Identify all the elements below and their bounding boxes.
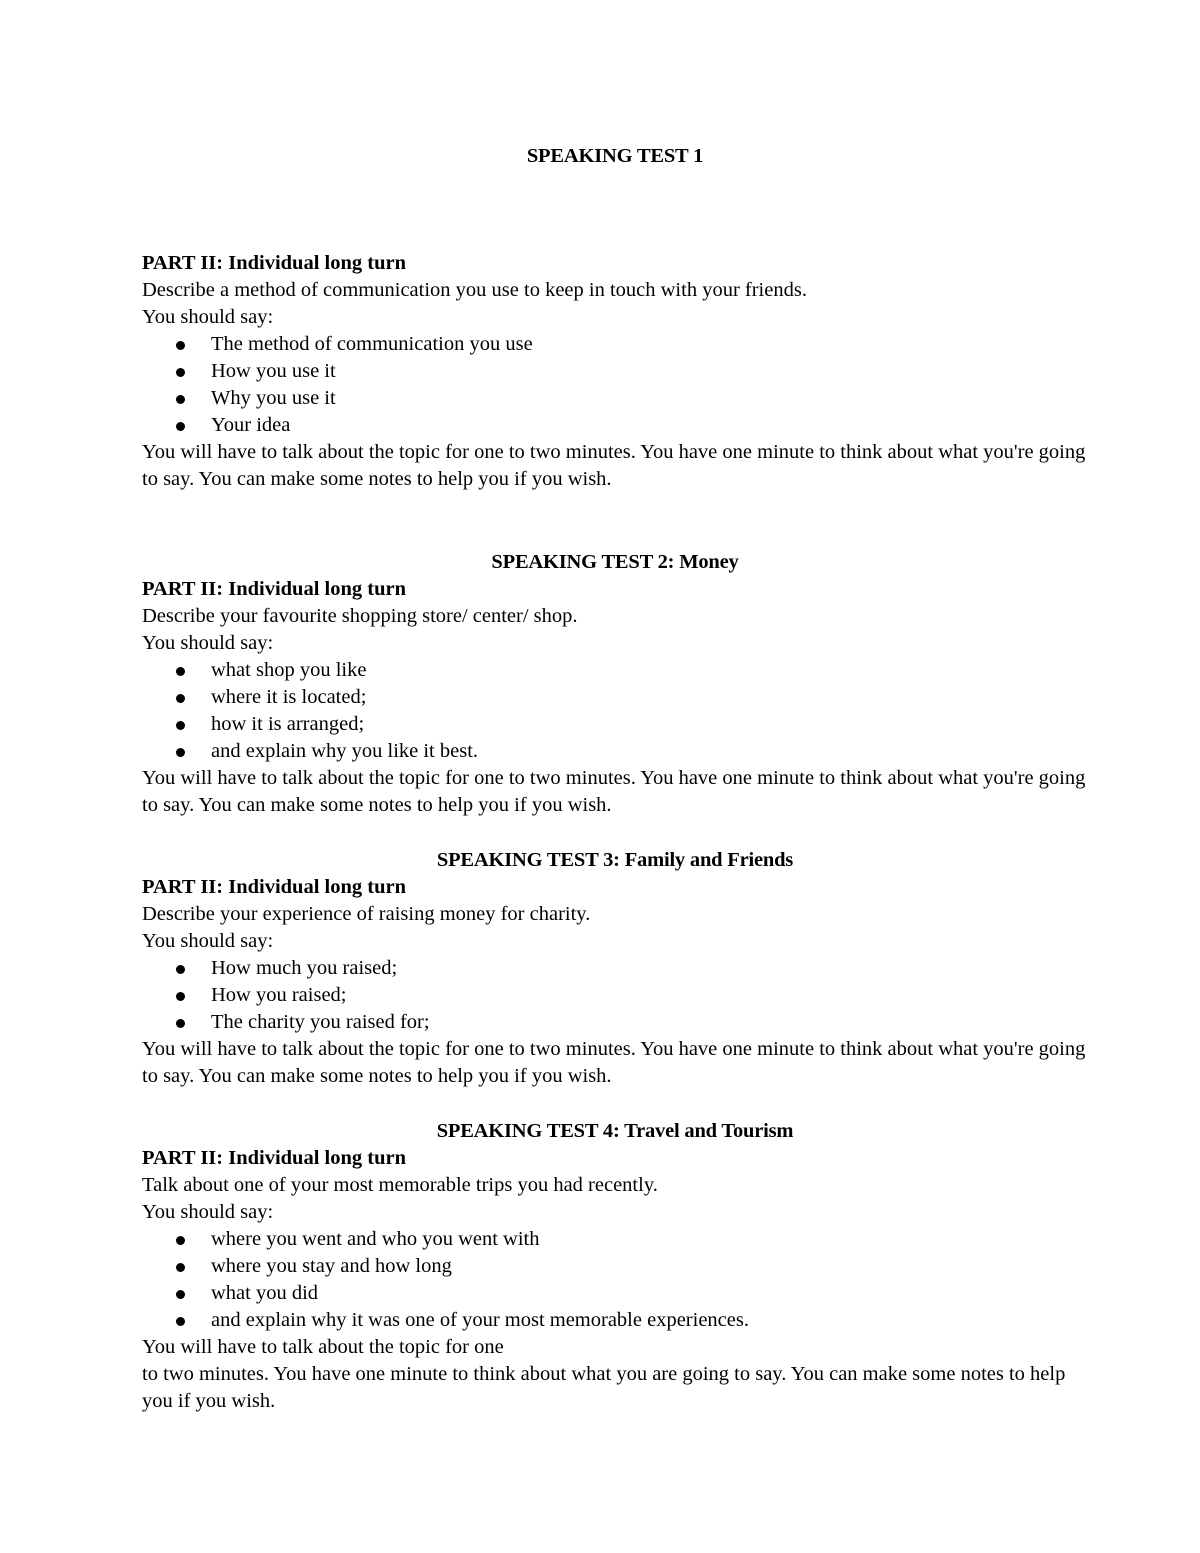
speaking-test-4: [142, 1118, 1088, 1415]
part-title: PART II: Individual long turn: [142, 578, 406, 600]
bullet-icon: [176, 748, 185, 757]
bullet-icon: [176, 992, 185, 1001]
list-item: where you stay and how long: [142, 1253, 1088, 1280]
bullet-list: [142, 657, 1088, 765]
prompt-text: Describe your favourite shopping store/ center/ shop.: [142, 605, 578, 627]
list-item: How you use it: [142, 358, 1088, 385]
bullet-icon: [176, 1263, 185, 1272]
bullet-icon: [176, 422, 185, 431]
list-item: The method of communication you use: [142, 331, 1088, 358]
list-item: Why you use it: [142, 385, 1088, 412]
should-say-label: You should say:: [142, 930, 274, 952]
list-item: Your idea: [142, 412, 1088, 439]
list-item: what you did: [142, 1280, 1088, 1307]
bullet-icon: [176, 721, 185, 730]
bullet-icon: [176, 965, 185, 974]
prompt-text: Describe a method of communication you use to keep in touch with your friends.: [142, 279, 807, 301]
list-item: The charity you raised for;: [142, 1009, 1088, 1036]
list-item: How much you raised;: [142, 955, 1088, 982]
bullet-list: [142, 955, 1088, 1036]
closing-text: You will have to talk about the topic for one to two minutes. You have one minute to think about what you're going to say. You can make some notes to help you if you wish.: [142, 767, 1086, 816]
section-heading: SPEAKING TEST 4: Travel and Tourism: [436, 1120, 794, 1142]
list-item: where you went and who you went with: [142, 1226, 1088, 1253]
bullet-icon: [176, 368, 185, 377]
document-content: [142, 143, 1088, 1415]
should-say-label: You should say:: [142, 306, 274, 328]
should-say-label: You should say:: [142, 632, 274, 654]
speaking-test-2: [142, 549, 1088, 819]
closing-text: You will have to talk about the topic for one: [142, 1336, 504, 1358]
speaking-test-1: [142, 143, 1088, 493]
speaking-test-3: [142, 847, 1088, 1090]
bullet-icon: [176, 1236, 185, 1245]
part-title: PART II: Individual long turn: [142, 252, 406, 274]
bullet-icon: [176, 667, 185, 676]
bullet-icon: [176, 1317, 185, 1326]
bullet-list: [142, 331, 1088, 439]
closing-text: You will have to talk about the topic for one to two minutes. You have one minute to think about what you're going to say. You can make some notes to help you if you wish.: [142, 441, 1086, 490]
part-title: PART II: Individual long turn: [142, 876, 406, 898]
list-item: what shop you like: [142, 657, 1088, 684]
bullet-icon: [176, 694, 185, 703]
closing-text: to two minutes. You have one minute to think about what you are going to say. You can make some notes to help you if you wish.: [142, 1363, 1066, 1412]
list-item: where it is located;: [142, 684, 1088, 711]
list-item: how it is arranged;: [142, 711, 1088, 738]
part-title: PART II: Individual long turn: [142, 1147, 406, 1169]
list-item: and explain why it was one of your most memorable experiences.: [142, 1307, 1088, 1334]
bullet-icon: [176, 341, 185, 350]
bullet-icon: [176, 395, 185, 404]
section-heading: SPEAKING TEST 2: Money: [491, 551, 739, 573]
bullet-icon: [176, 1290, 185, 1299]
closing-text: You will have to talk about the topic for one to two minutes. You have one minute to think about what you're going to say. You can make some notes to help you if you wish.: [142, 1038, 1086, 1087]
bullet-list: [142, 1226, 1088, 1334]
list-item: How you raised;: [142, 982, 1088, 1009]
list-item: and explain why you like it best.: [142, 738, 1088, 765]
section-heading: SPEAKING TEST 3: Family and Friends: [436, 849, 794, 871]
prompt-text: Describe your experience of raising money for charity.: [142, 903, 591, 925]
section-heading: SPEAKING TEST 1: [526, 145, 704, 167]
should-say-label: You should say:: [142, 1201, 274, 1223]
prompt-text: Talk about one of your most memorable trips you had recently.: [142, 1174, 658, 1196]
bullet-icon: [176, 1019, 185, 1028]
